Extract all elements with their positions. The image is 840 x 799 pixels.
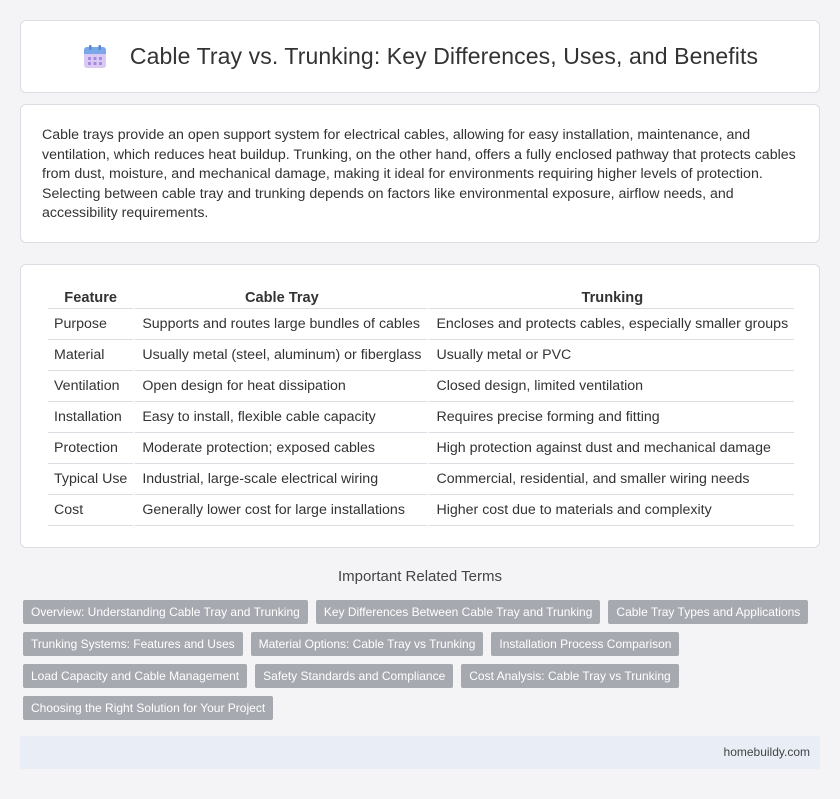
row-cable-tray: Moderate protection; exposed cables (133, 433, 427, 464)
intro-card (20, 104, 820, 243)
row-feature: Purpose (48, 309, 133, 340)
row-feature: Protection (48, 433, 133, 464)
table-row (48, 495, 794, 526)
table-header-row (48, 285, 794, 309)
row-trunking: High protection against dust and mechanical damage (427, 433, 794, 464)
table-row (48, 433, 794, 464)
footer-site[interactable]: homebuildy.com (723, 745, 810, 759)
related-term-tag[interactable]: Installation Process Comparison (491, 632, 679, 656)
related-term-tag[interactable]: Trunking Systems: Features and Uses (23, 632, 243, 656)
row-cable-tray: Supports and routes large bundles of cables (133, 309, 427, 340)
row-feature: Cost (48, 495, 133, 526)
footer (20, 736, 820, 769)
row-feature: Typical Use (48, 464, 133, 495)
table-row (48, 402, 794, 433)
header-feature: Feature (48, 285, 133, 309)
header-cable-tray: Cable Tray (133, 285, 427, 309)
row-trunking: Encloses and protects cables, especially smaller groups (427, 309, 794, 340)
related-term-tag[interactable]: Cable Tray Types and Applications (608, 600, 808, 624)
table-row (48, 340, 794, 371)
row-trunking: Higher cost due to materials and complexity (427, 495, 794, 526)
row-feature: Ventilation (48, 371, 133, 402)
header-trunking: Trunking (427, 285, 794, 309)
row-trunking: Commercial, residential, and smaller wiring needs (427, 464, 794, 495)
title-card (20, 20, 820, 93)
row-cable-tray: Easy to install, flexible cable capacity (133, 402, 427, 433)
calendar-icon (82, 44, 108, 70)
table-row (48, 309, 794, 340)
related-term-tag[interactable]: Overview: Understanding Cable Tray and Trunking (23, 600, 308, 624)
related-term-tag[interactable]: Key Differences Between Cable Tray and Trunking (316, 600, 601, 624)
related-terms-title: Important Related Terms (338, 568, 502, 585)
row-trunking: Closed design, limited ventilation (427, 371, 794, 402)
page-title: Cable Tray vs. Trunking: Key Differences, Uses, and Benefits (129, 43, 759, 69)
row-cable-tray: Generally lower cost for large installations (133, 495, 427, 526)
row-cable-tray: Open design for heat dissipation (133, 371, 427, 402)
related-terms-list (23, 600, 813, 720)
table-row (48, 464, 794, 495)
related-term-tag[interactable]: Choosing the Right Solution for Your Project (23, 696, 273, 720)
row-feature: Installation (48, 402, 133, 433)
row-feature: Material (48, 340, 133, 371)
row-cable-tray: Usually metal (steel, aluminum) or fiberglass (133, 340, 427, 371)
related-term-tag[interactable]: Cost Analysis: Cable Tray vs Trunking (461, 664, 678, 688)
related-term-tag[interactable]: Safety Standards and Compliance (255, 664, 453, 688)
table-row (48, 371, 794, 402)
intro-paragraph: Cable trays provide an open support system for electrical cables, allowing for easy installation, maintenance, and ventilation, which reduces heat buildup. Trunking, on the other hand, offers a fully enclosed pathway that protects cables from dust, moisture, and mechanical damage, making it ideal for environments requiring higher levels of protection. Selecting between cable tray and trunking depends on factors like environmental exposure, airflow needs, and accessibility requirements. (42, 127, 796, 222)
related-term-tag[interactable]: Load Capacity and Cable Management (23, 664, 247, 688)
comparison-table (48, 285, 794, 526)
comparison-card (20, 264, 820, 548)
related-term-tag[interactable]: Material Options: Cable Tray vs Trunking (251, 632, 484, 656)
row-trunking: Requires precise forming and fitting (427, 402, 794, 433)
row-cable-tray: Industrial, large-scale electrical wiring (133, 464, 427, 495)
row-trunking: Usually metal or PVC (427, 340, 794, 371)
